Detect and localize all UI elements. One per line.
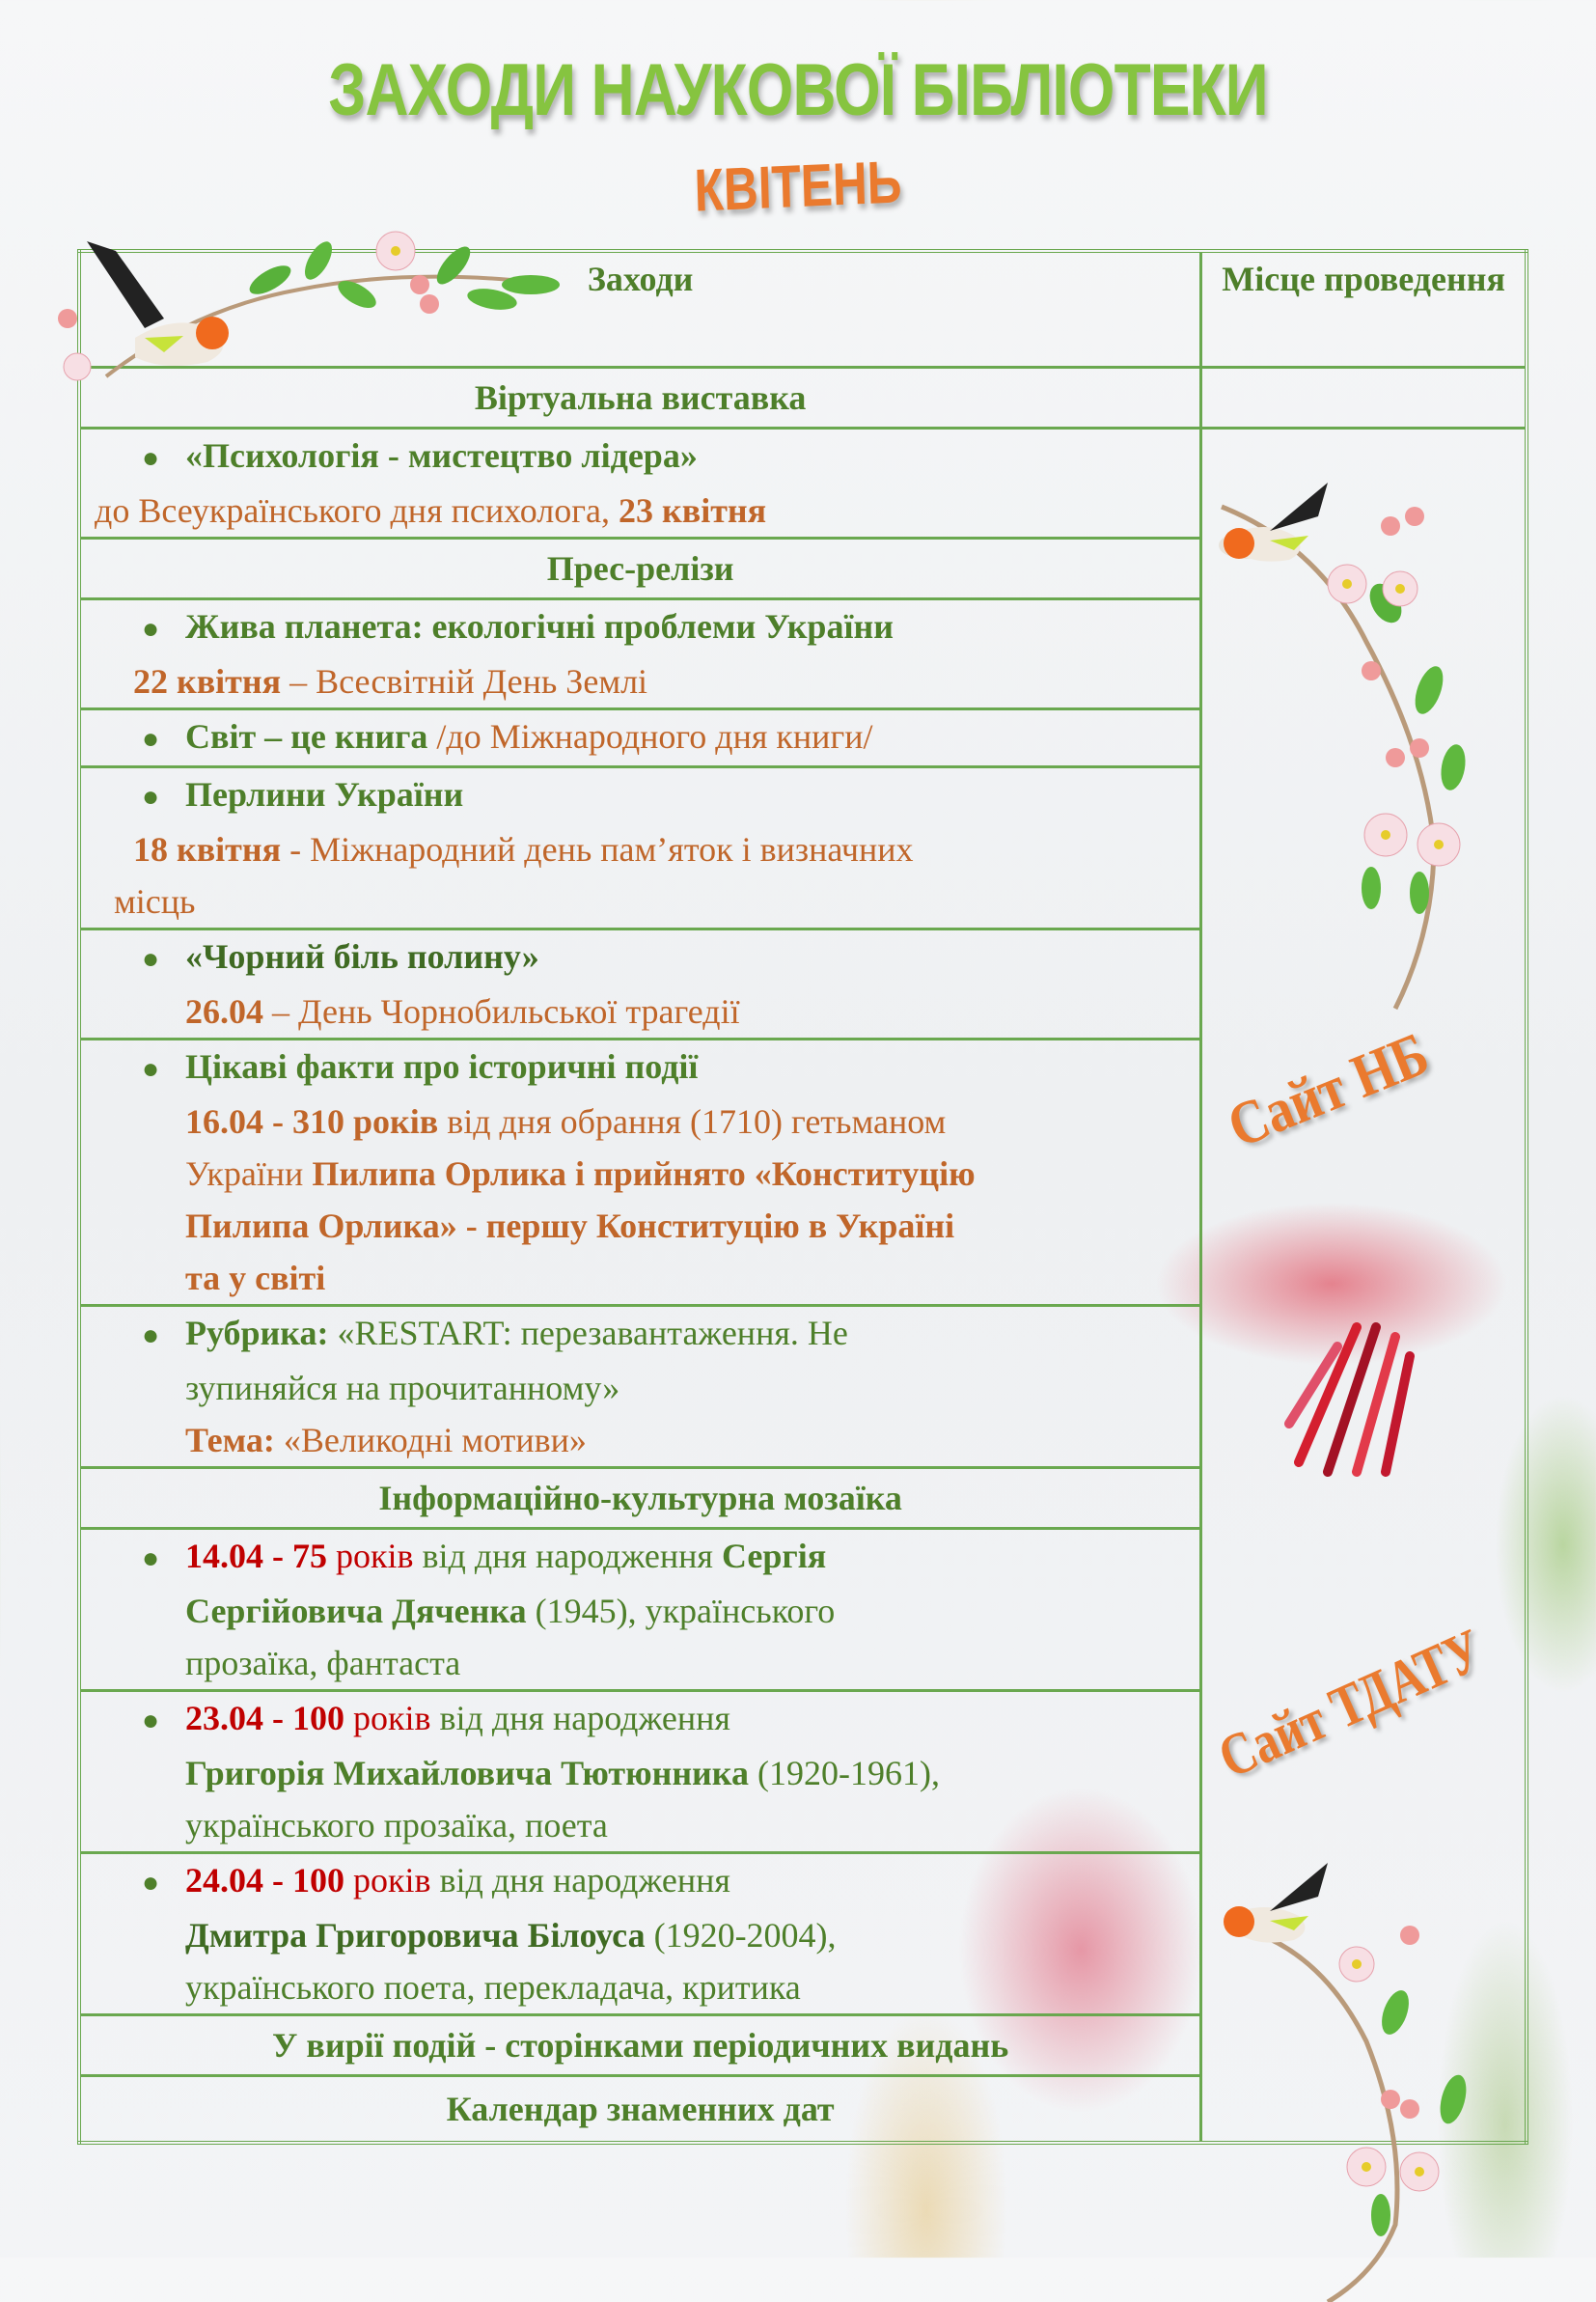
bullet-icon: ●: [141, 942, 160, 975]
bullet-icon: ●: [141, 1052, 160, 1085]
section-title: Календар знаменних дат: [79, 2075, 1201, 2143]
bullet-icon: ●: [141, 1866, 160, 1899]
event-date: 16.04 - 310 років: [185, 1101, 439, 1141]
event-note: - Міжнародний день пам’яток і визначних: [281, 829, 914, 869]
header-place-label: Місце проведення: [1222, 260, 1505, 298]
theme-value: «Великодні мотиви»: [274, 1420, 587, 1459]
place-empty-cell: [1201, 367, 1527, 428]
bullet-icon: ●: [141, 1704, 160, 1736]
bird-branch-bottom-icon: [1202, 1819, 1501, 2302]
event-date: 23.04 - 100: [185, 1698, 344, 1737]
event-tail: (1945), українського: [526, 1591, 836, 1630]
site-tdatu-link[interactable]: Сайт ТДАТУ: [1209, 1616, 1493, 1791]
event-tail: українського поета, перекладача, критика: [185, 1967, 801, 2007]
event-tail: (1920-1961),: [749, 1753, 940, 1792]
event-title: Перлини України: [185, 774, 464, 814]
bird-branch-header-icon: [48, 222, 589, 386]
rubric-label: Рубрика:: [185, 1313, 329, 1352]
event-years: років: [327, 1536, 414, 1575]
event-text: від дня народження: [413, 1536, 722, 1575]
rubric-title: «RESTART: перезавантаження. Не: [328, 1313, 848, 1352]
section-title: Віртуальна виставка: [79, 367, 1201, 428]
person-name: Дмитра Григоровича Білоуса: [185, 1915, 646, 1955]
theme-label: Тема:: [185, 1420, 275, 1459]
event-note: – День Чорнобильської трагедії: [263, 991, 740, 1031]
event-title: «Чорний біль полину»: [185, 936, 539, 976]
person-name: Григорія Михайловича Тютюнника: [185, 1753, 749, 1792]
event-tail: прозаїка, фантаста: [185, 1643, 461, 1682]
event-highlight: Пилипа Орлика і прийнято «Конституцію: [312, 1153, 976, 1193]
event-highlight: та у світі: [185, 1258, 326, 1297]
event-note: від дня обрання (1710) гетьманом: [438, 1101, 947, 1141]
event-cell: [79, 1528, 1201, 1690]
event-cell: [79, 708, 1201, 766]
event-tail: українського прозаїка, поета: [185, 1805, 608, 1844]
event-text: від дня народження: [430, 1698, 730, 1737]
bird-branch-icon: [1202, 430, 1501, 1028]
event-date: 14.04 - 75: [185, 1536, 327, 1575]
event-cell: [79, 1305, 1201, 1467]
section-title: Інформаційно-культурна мозаїка: [79, 1467, 1201, 1528]
event-note: до Всеукраїнського дня психолога,: [95, 490, 619, 530]
events-table: [77, 249, 1528, 2145]
event-title: Жива планета: екологічні проблеми України: [185, 606, 894, 646]
event-tail: (1920-2004),: [645, 1915, 837, 1955]
event-cell: [79, 1852, 1201, 2014]
event-title: Цікаві факти про історичні події: [185, 1046, 699, 1086]
event-cell: [79, 766, 1201, 929]
flower-decoration-icon: [1241, 1250, 1463, 1539]
header-place: [1201, 251, 1527, 367]
event-date: 23 квітня: [619, 490, 767, 530]
place-cell: [1201, 428, 1527, 2143]
bullet-icon: ●: [141, 722, 160, 755]
event-years: років: [344, 1698, 431, 1737]
bullet-icon: ●: [141, 780, 160, 813]
rubric-title-cont: зупиняйся на прочитанному»: [185, 1368, 620, 1407]
bullet-icon: ●: [141, 441, 160, 474]
event-note: України: [185, 1153, 313, 1193]
event-date: 26.04: [185, 991, 263, 1031]
event-note: – Всесвітній День Землі: [281, 661, 648, 701]
page-title: ЗАХОДИ НАУКОВОЇ БІБЛІОТЕКИ: [328, 49, 1268, 131]
bullet-icon: ●: [141, 1541, 160, 1574]
event-cell: [79, 1039, 1201, 1305]
month-title: КВІТЕНЬ: [693, 149, 903, 225]
event-cell: [79, 428, 1201, 538]
event-cell: [79, 1690, 1201, 1852]
event-note: /до Міжнародного дня книги/: [427, 716, 873, 756]
header-events-label: Заходи: [587, 260, 694, 298]
person-name: Сергія: [721, 1536, 827, 1575]
event-highlight: Пилипа Орлика» - першу Конституцію в Україні: [185, 1206, 955, 1245]
bullet-icon: ●: [141, 612, 160, 645]
person-name: Сергійовича Дяченка: [185, 1591, 527, 1630]
list-item: [79, 428, 1527, 538]
event-text: від дня народження: [430, 1860, 730, 1900]
site-nb-link[interactable]: Сайт НБ: [1218, 1018, 1439, 1160]
bullet-icon: ●: [141, 1318, 160, 1351]
section-title: Прес-релізи: [79, 538, 1201, 598]
section-title: У вирії подій - сторінками періодичних видань: [79, 2014, 1201, 2075]
event-cell: [79, 598, 1201, 708]
event-title: «Психологія - мистецтво лідера»: [185, 435, 698, 475]
event-date: 22 квітня: [133, 661, 282, 701]
event-title: Світ – це книга: [185, 716, 428, 756]
event-years: років: [344, 1860, 431, 1900]
event-date: 18 квітня: [133, 829, 282, 869]
event-cell: [79, 929, 1201, 1039]
event-note-cont: місць: [114, 881, 196, 921]
event-date: 24.04 - 100: [185, 1860, 344, 1900]
